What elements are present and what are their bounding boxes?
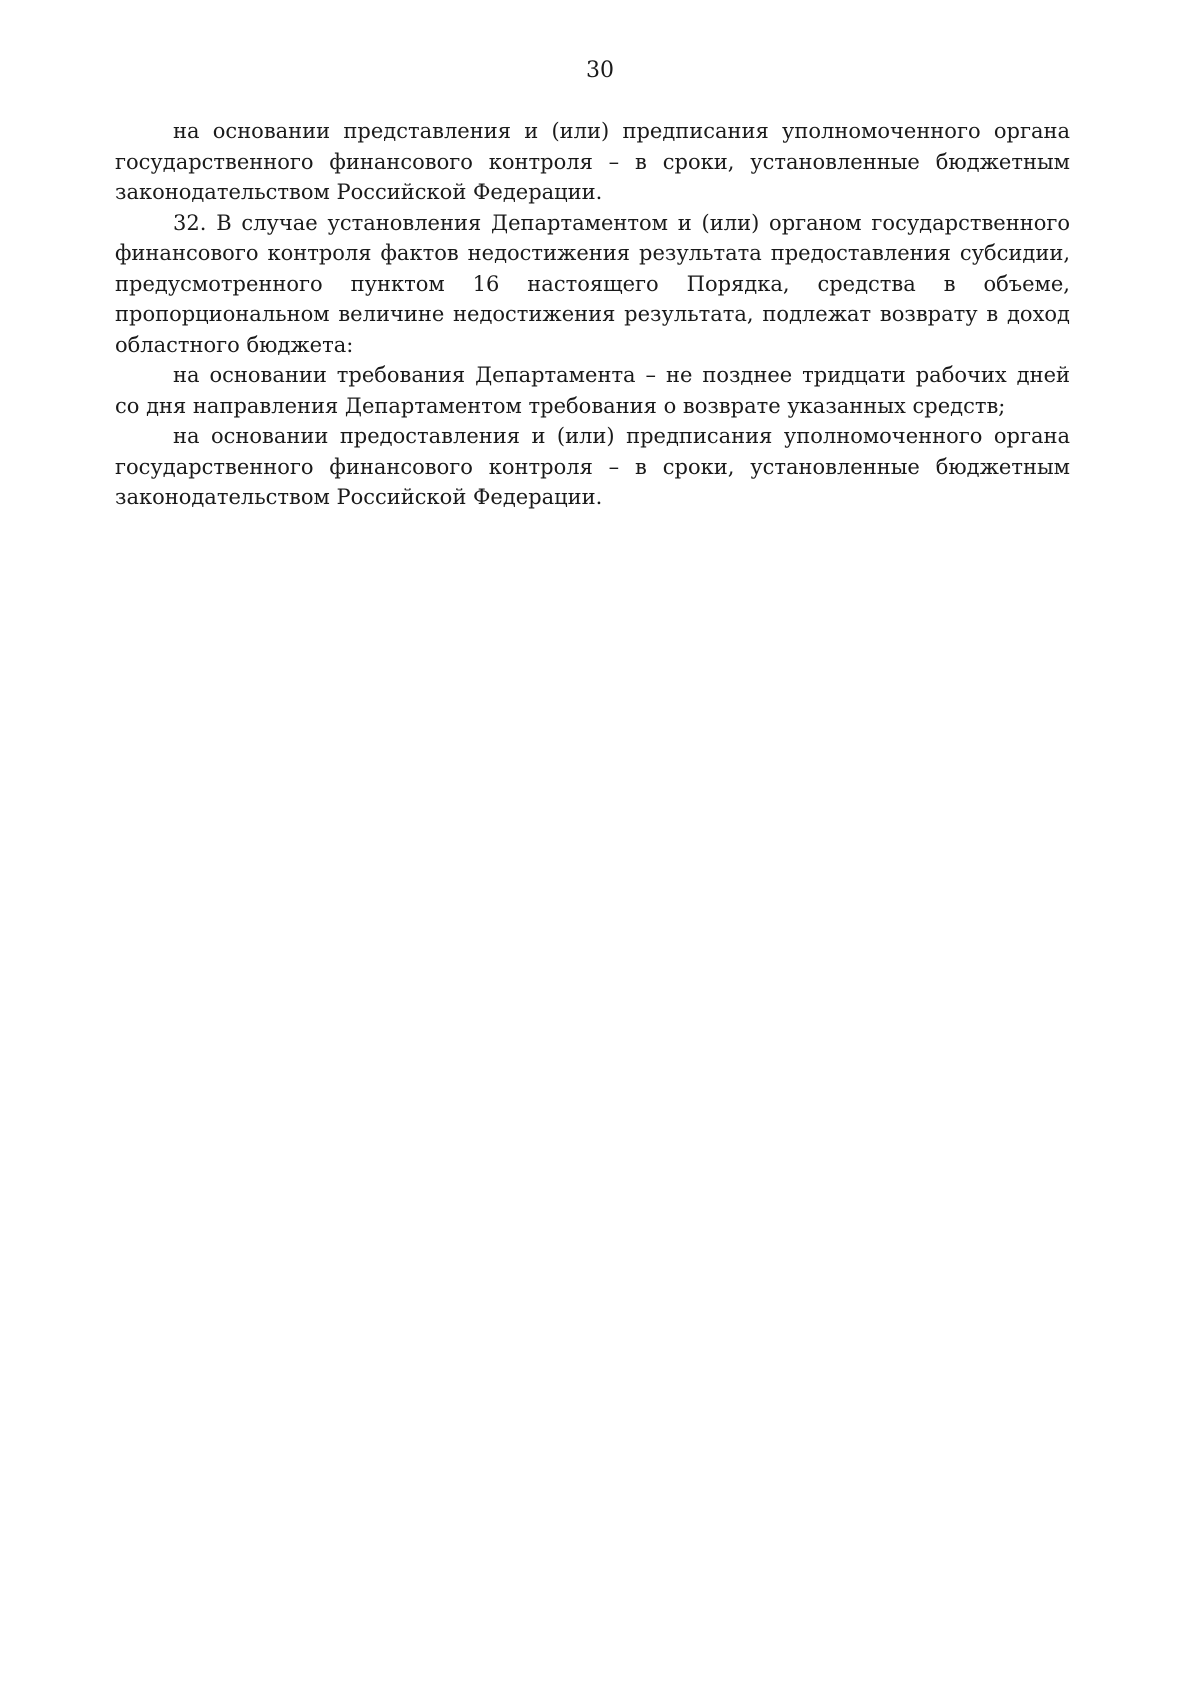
paragraph-1: на основании представления и (или) предписания уполномоченного органа государственного финансового контроля – в сроки, установленные бюджетным законодательством Российской Федерации. [115, 119, 1070, 204]
paragraph-3: на основании требования Департамента – не позднее тридцати рабочих дней со дня направления Департаментом требования о возврате указанных средств; [115, 363, 1070, 418]
document-body [115, 116, 1070, 513]
paragraph-4: на основании предоставления и (или) предписания уполномоченного органа государственного финансового контроля – в сроки, установленные бюджетным законодательством Российской Федерации. [115, 424, 1070, 509]
page-number: 30 [586, 58, 614, 83]
paragraph-2: 32. В случае установления Департаментом и (или) органом государственного финансового контроля фактов недостижения результата предоставления субсидии, предусмотренного пунктом 16 настоящего Порядка, средства в объеме, пропорциональном величине недостижения результата, подлежат возврату в доход областного бюджета: [115, 210, 1070, 357]
